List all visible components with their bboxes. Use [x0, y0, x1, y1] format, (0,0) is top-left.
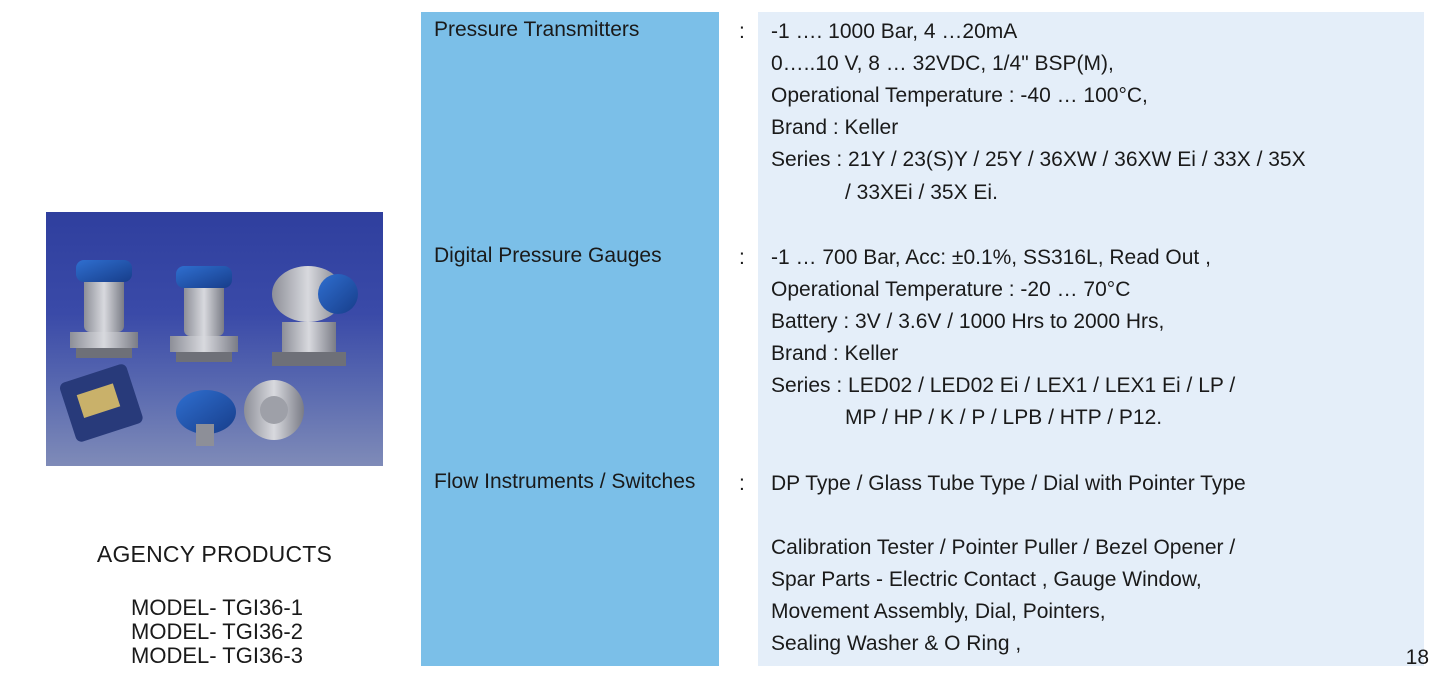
model-item: MODEL- TGI36-1 — [131, 595, 303, 620]
detail-line: / 33XEi / 35X Ei. — [845, 181, 998, 204]
detail-line: Brand : Keller — [771, 116, 899, 139]
page-number: 18 — [1405, 646, 1429, 669]
product-photo — [46, 212, 383, 466]
detail-line: Brand : Keller — [771, 342, 899, 365]
section-label-digital-pressure-gauges: Digital Pressure Gauges — [434, 244, 662, 267]
model-list — [131, 596, 303, 668]
detail-line: Series : 21Y / 23(S)Y / 25Y / 36XW / 36XW Ei / 33X / 35X — [771, 148, 1306, 171]
section-label-pressure-transmitters: Pressure Transmitters — [434, 18, 640, 41]
transmitters-illustration — [46, 212, 383, 466]
agency-title: AGENCY PRODUCTS — [96, 541, 333, 567]
detail-line: Battery : 3V / 3.6V / 1000 Hrs to 2000 Hrs, — [771, 310, 1165, 333]
detail-line: Operational Temperature : -20 … 70°C — [771, 278, 1131, 301]
model-item: MODEL- TGI36-3 — [131, 643, 303, 668]
detail-line: 0…..10 V, 8 … 32VDC, 1/4" BSP(M), — [771, 52, 1114, 75]
detail-line: -1 … 700 Bar, Acc: ±0.1%, SS316L, Read Out , — [771, 246, 1211, 269]
detail-line: DP Type / Glass Tube Type / Dial with Pointer Type — [771, 472, 1246, 495]
section-label-flow-instruments: Flow Instruments / Switches — [434, 470, 696, 493]
detail-line: -1 …. 1000 Bar, 4 …20mA — [771, 20, 1018, 43]
detail-line: Operational Temperature : -40 … 100°C, — [771, 84, 1148, 107]
category-column — [421, 12, 719, 666]
detail-line: Calibration Tester / Pointer Puller / Bezel Opener / — [771, 536, 1236, 559]
colon: : — [739, 246, 745, 269]
detail-line: Movement Assembly, Dial, Pointers, — [771, 600, 1106, 623]
detail-line: Series : LED02 / LED02 Ei / LEX1 / LEX1 Ei / LP / — [771, 374, 1236, 397]
detail-line: Sealing Washer & O Ring , — [771, 632, 1022, 655]
colon: : — [739, 20, 745, 43]
colon: : — [739, 472, 745, 495]
detail-line: MP / HP / K / P / LPB / HTP / P12. — [845, 406, 1163, 429]
model-item: MODEL- TGI36-2 — [131, 619, 303, 644]
detail-line: Spar Parts - Electric Contact , Gauge Window, — [771, 568, 1202, 591]
